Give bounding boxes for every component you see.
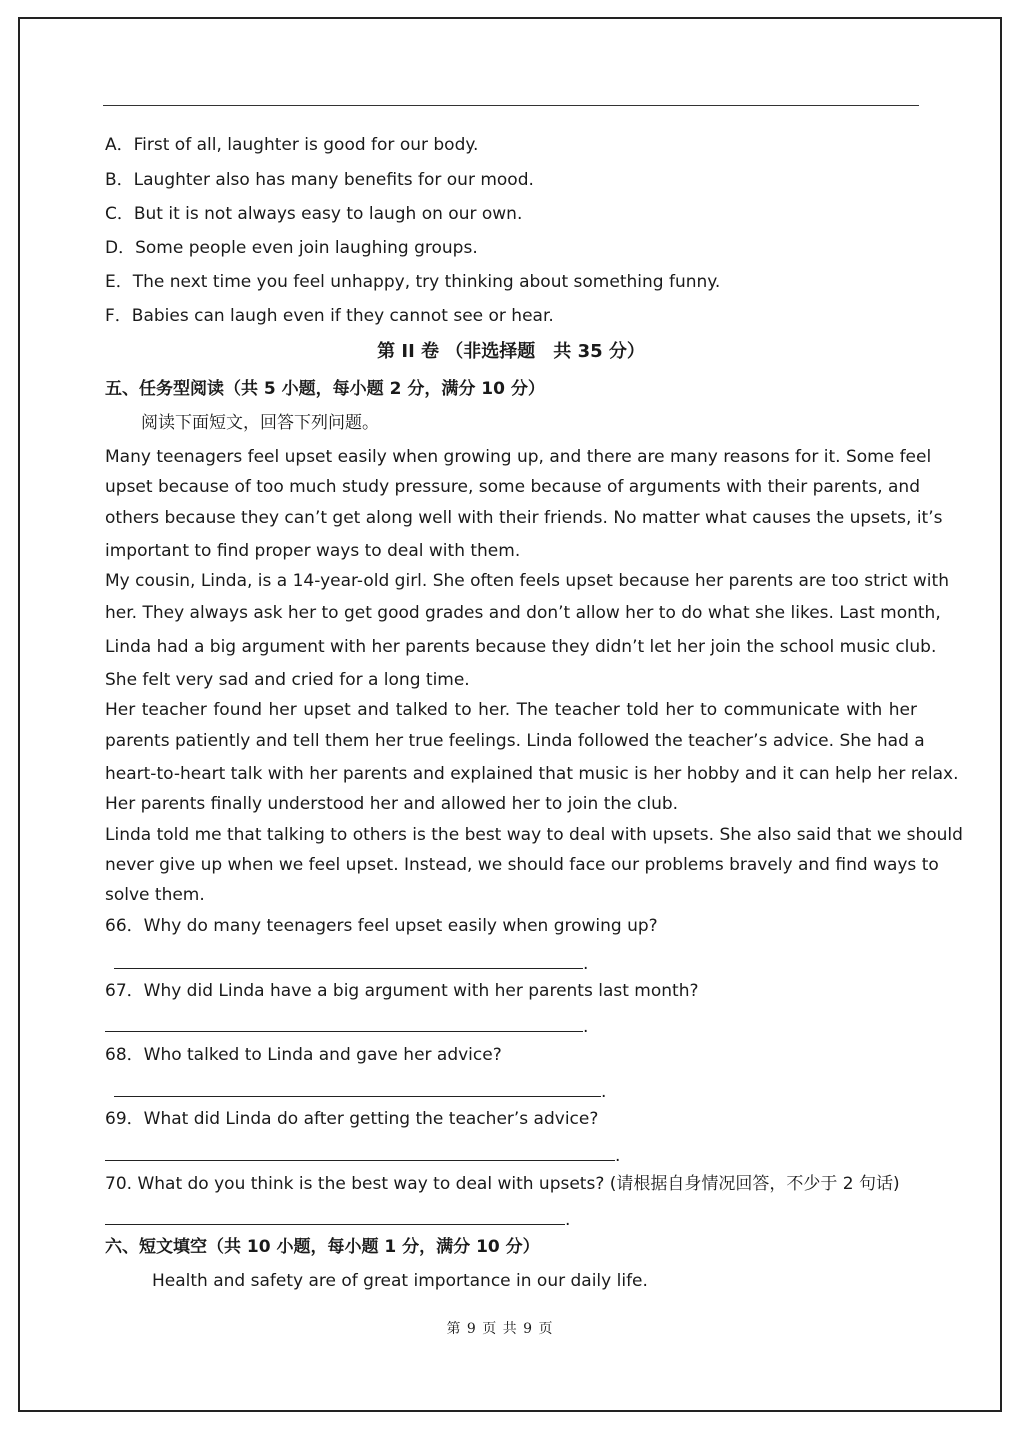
option-b: B．Laughter also has many benefits for our mood. <box>105 170 534 190</box>
part5-heading: 五、任务型阅读（共 5 小题，每小题 2 分，满分 10 分） <box>105 379 545 399</box>
option-e: E．The next time you feel unhappy, try thinking about something funny. <box>105 272 721 292</box>
passage-line: solve them. <box>105 885 205 905</box>
answer-line-69[interactable] <box>105 1160 615 1161</box>
question-68: 68．Who talked to Linda and gave her advice? <box>105 1045 502 1065</box>
passage-line: upset because of too much study pressure, some because of arguments with their parents, and <box>105 477 920 497</box>
answer-period: . <box>583 954 589 974</box>
part6-intro: Health and safety are of great importance in our daily life. <box>152 1271 648 1291</box>
passage-line: She felt very sad and cried for a long time. <box>105 670 470 690</box>
passage-line: others because they can’t get along well with their friends. No matter what causes the upsets, it’s <box>105 508 943 528</box>
question-67: 67．Why did Linda have a big argument with her parents last month? <box>105 981 699 1001</box>
passage-line: Many teenagers feel upset easily when growing up, and there are many reasons for it. Some feel <box>105 447 932 467</box>
answer-period: . <box>601 1082 607 1102</box>
passage-line: heart-to-heart talk with her parents and explained that music is her hobby and it can help her relax. <box>105 764 959 784</box>
option-f: F．Babies can laugh even if they cannot see or hear. <box>105 306 554 326</box>
option-c: C．But it is not always easy to laugh on our own. <box>105 204 523 224</box>
question-66: 66．Why do many teenagers feel upset easily when growing up? <box>105 916 658 936</box>
answer-line-70[interactable] <box>105 1224 565 1225</box>
question-70: 70. What do you think is the best way to deal with upsets? (请根据自身情况回答，不少于 2 句话) <box>105 1174 900 1194</box>
option-d: D．Some people even join laughing groups. <box>105 238 478 258</box>
part6-heading: 六、短文填空（共 10 小题，每小题 1 分，满分 10 分） <box>105 1237 540 1257</box>
answer-line-66[interactable] <box>114 968 583 969</box>
passage-line: her. They always ask her to get good grades and don’t allow her to do what she likes. Last month, <box>105 603 941 623</box>
option-a: A．First of all, laughter is good for our body. <box>105 135 479 155</box>
answer-line-67[interactable] <box>105 1031 583 1032</box>
passage-line: important to find proper ways to deal with them. <box>105 541 521 561</box>
part5-instruction: 阅读下面短文，回答下列问题。 <box>141 413 379 433</box>
passage-line: Her teacher found her upset and talked to her. The teacher told her to communicate with her <box>105 700 917 720</box>
answer-period: . <box>615 1146 621 1166</box>
passage-line: parents patiently and tell them her true feelings. Linda followed the teacher’s advice. She had a <box>105 731 925 751</box>
header-rule <box>103 105 919 106</box>
passage-line: Her parents finally understood her and allowed her to join the club. <box>105 794 679 814</box>
section-2-title: 第 II 卷 （非选择题 共 35 分） <box>377 341 645 362</box>
answer-line-68[interactable] <box>114 1096 601 1097</box>
question-69: 69．What did Linda do after getting the teacher’s advice? <box>105 1109 599 1129</box>
passage-line: Linda told me that talking to others is the best way to deal with upsets. She also said that we should <box>105 825 963 845</box>
passage-line: Linda had a big argument with her parents because they didn’t let her join the school music club. <box>105 637 937 657</box>
passage-line: never give up when we feel upset. Instead, we should face our problems bravely and find ways to <box>105 855 939 875</box>
answer-period: . <box>565 1210 571 1230</box>
page-number: 第 9 页 共 9 页 <box>446 1321 554 1337</box>
answer-period: . <box>583 1017 589 1037</box>
passage-line: My cousin, Linda, is a 14-year-old girl. She often feels upset because her parents are too strict with <box>105 571 949 591</box>
